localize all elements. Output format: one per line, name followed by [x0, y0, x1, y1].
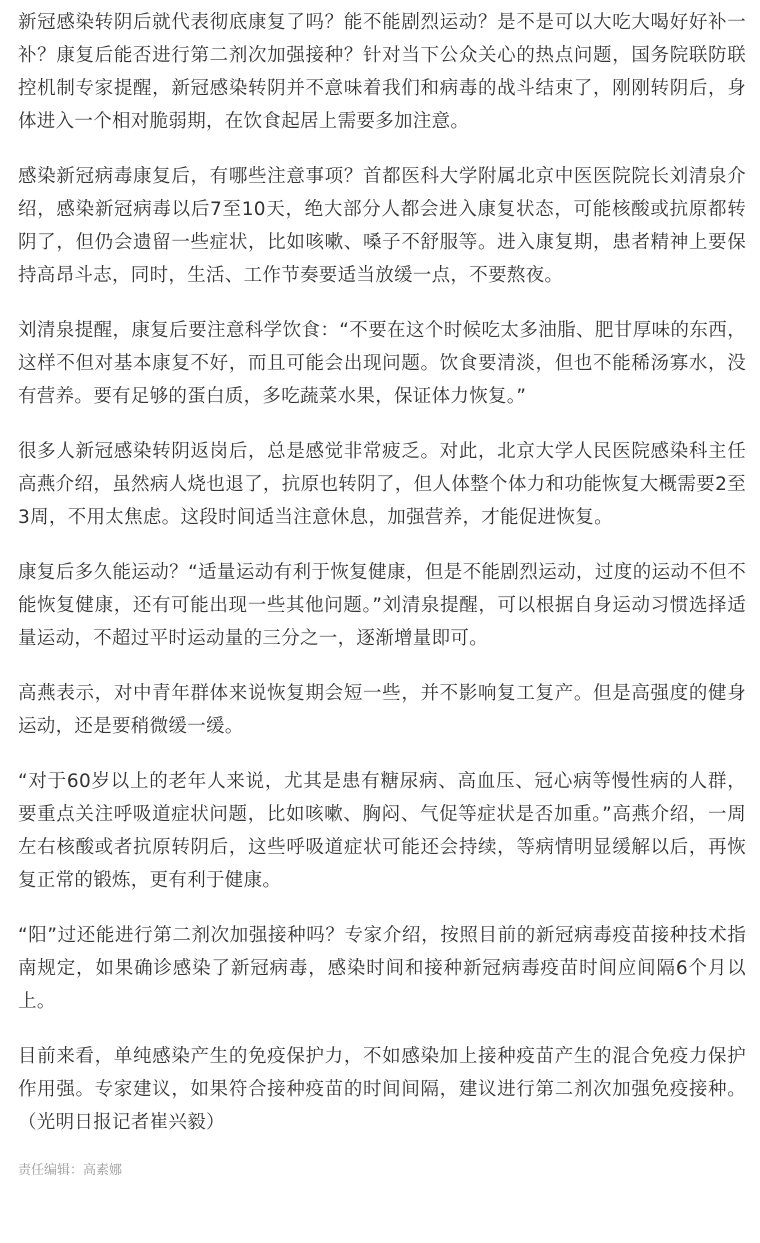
article-paragraph: 新冠感染转阴后就代表彻底康复了吗？能不能剧烈运动？是不是可以大吃大喝好好补一补？康复后能否进行第二剂次加强接种？针对当下公众关心的热点问题，国务院联防联控机制专家提醒，新冠感染转阴并不意味着我们和病毒的战斗结束了，刚刚转阴后，身体进入一个相对脆弱期，在饮食起居上需要多加注意。 — [18, 12, 746, 132]
article-paragraph: 感染新冠病毒康复后，有哪些注意事项？首都医科大学附属北京中医医院院长刘清泉介绍，感染新冠病毒以后7至10天，绝大部分人都会进入康复状态，可能核酸或抗原都转阴了，但仍会遗留一些症状，比如咳嗽、嗓子不舒服等。进入康复期，患者精神上要保持高昂斗志，同时，生活、工作节奏要适当放缓一点，不要熬夜。 — [18, 166, 746, 286]
article-paragraph: 刘清泉提醒，康复后要注意科学饮食：“不要在这个时候吃太多油脂、肥甘厚味的东西，这样不但对基本康复不好，而且可能会出现问题。饮食要清淡，但也不能稀汤寡水，没有营养。要有足够的蛋白质，多吃蔬菜水果，保证体力恢复。” — [18, 320, 746, 407]
article-paragraph: “对于60岁以上的老年人来说，尤其是患有糖尿病、高血压、冠心病等慢性病的人群，要重点关注呼吸道症状问题，比如咳嗽、胸闷、气促等症状是否加重。”高燕介绍，一周左右核酸或者抗原转阴后，这些呼吸道症状可能还会持续，等病情明显缓解以后，再恢复正常的锻炼，更有利于健康。 — [18, 771, 746, 891]
article-paragraph: 高燕表示，对中青年群体来说恢复期会短一些，并不影响复工复产。但是高强度的健身运动，还是要稍微缓一缓。 — [18, 683, 746, 737]
responsible-editor: 责任编辑：高素娜 — [18, 1163, 123, 1178]
article-paragraph: 康复后多久能运动？“适量运动有利于恢复健康，但是不能剧烈运动，过度的运动不但不能恢复健康，还有可能出现一些其他问题。”刘清泉提醒，可以根据自身运动习惯选择适量运动，不超过平时运动量的三分之一，逐渐增量即可。 — [18, 562, 746, 649]
article-body — [0, 6, 760, 1181]
article-paragraph: 很多人新冠感染转阴返岗后，总是感觉非常疲乏。对此，北京大学人民医院感染科主任高燕介绍，虽然病人烧也退了，抗原也转阴了，但人体整个体力和功能恢复大概需要2至3周，不用太焦虑。这段时间适当注意休息，加强营养，才能促进恢复。 — [18, 441, 746, 528]
article-paragraph: “阳”过还能进行第二剂次加强接种吗？专家介绍，按照目前的新冠病毒疫苗接种技术指南规定，如果确诊感染了新冠病毒，感染时间和接种新冠病毒疫苗时间应间隔6个月以上。 — [18, 925, 746, 1012]
article-paragraph: 目前来看，单纯感染产生的免疫保护力，不如感染加上接种疫苗产生的混合免疫力保护作用强。专家建议，如果符合接种疫苗的时间间隔，建议进行第二剂次加强免疫接种。（光明日报记者崔兴毅） — [18, 1046, 746, 1133]
